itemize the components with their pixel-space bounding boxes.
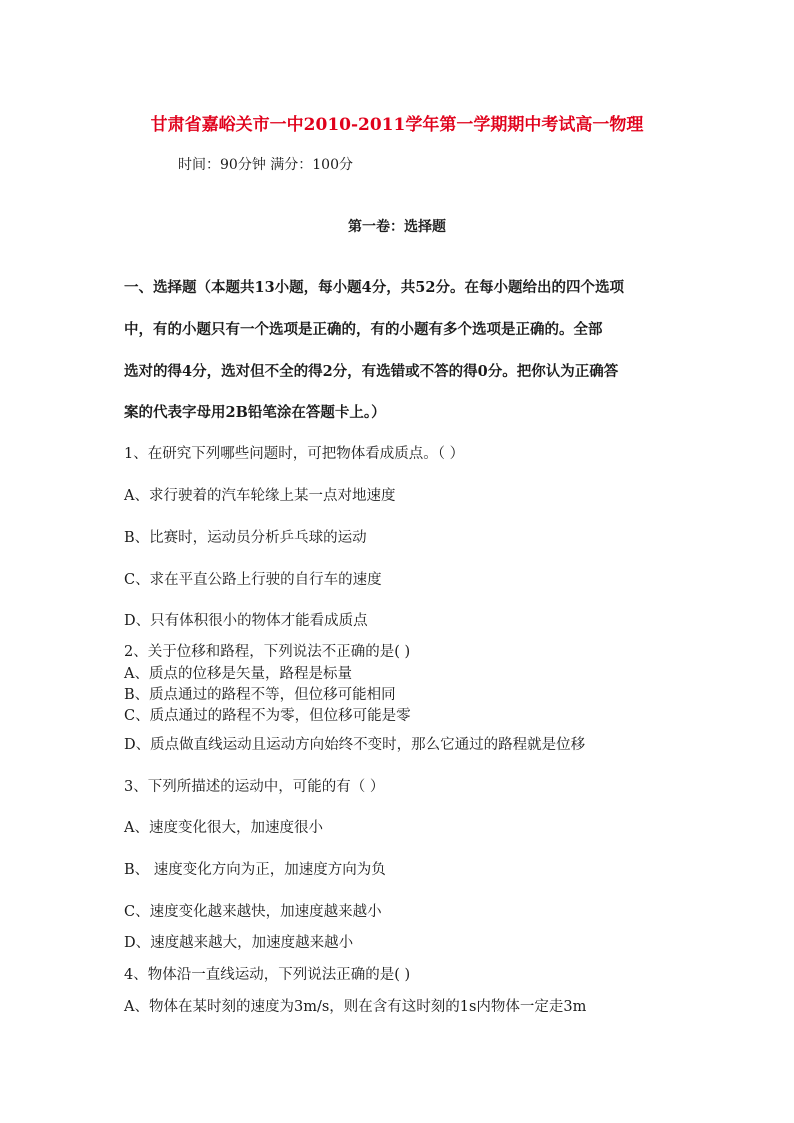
question-option: A、求行驶着的汽车轮缘上某一点对地速度 — [124, 488, 396, 504]
instruction-line: 中，有的小题只有一个选项是正确的，有的小题有多个选项是正确的。全部 — [124, 321, 603, 338]
question-option: B、比赛时，运动员分析乒乓球的运动 — [124, 530, 367, 546]
question-option: C、质点通过的路程不为零，但位移可能是零 — [124, 708, 411, 724]
exam-title: 甘肃省嘉峪关市一中2010-2011学年第一学期期中考试高一物理 — [150, 115, 644, 135]
question-stem: 2、关于位移和路程，下列说法不正确的是( ) — [124, 644, 411, 660]
question-stem: 3、下列所描述的运动中，可能的有（ ） — [124, 779, 385, 795]
question-option: B、质点通过的路程不等，但位移可能相同 — [124, 687, 396, 703]
question-option: C、速度变化越来越快，加速度越来越小 — [124, 904, 382, 920]
instruction-line: 一、选择题（本题共13小题，每小题4分，共52分。在每小题给出的四个选项 — [124, 279, 624, 296]
exam-time-info: 时间：90分钟 满分：100分 — [178, 157, 353, 173]
instruction-line: 选对的得4分，选对但不全的得2分，有选错或不答的得0分。把你认为正确答 — [124, 363, 619, 380]
instruction-line: 案的代表字母用2B铅笔涂在答题卡上。） — [124, 404, 386, 421]
question-stem: 1、在研究下列哪些问题时，可把物体看成质点。（ ） — [124, 446, 465, 462]
question-option: C、求在平直公路上行驶的自行车的速度 — [124, 572, 382, 588]
question-option: D、只有体积很小的物体才能看成质点 — [124, 613, 368, 629]
question-option: B、 速度变化方向为正，加速度方向为负 — [124, 862, 386, 878]
question-option: A、物体在某时刻的速度为3m/s，则在含有这时刻的1s内物体一定走3m — [124, 999, 587, 1015]
question-option: D、速度越来越大，加速度越来越小 — [124, 935, 354, 951]
question-stem: 4、物体沿一直线运动，下列说法正确的是( ) — [124, 967, 411, 983]
section-heading: 第一卷：选择题 — [348, 219, 446, 235]
question-option: A、质点的位移是矢量，路程是标量 — [124, 666, 352, 682]
question-option: A、速度变化很大，加速度很小 — [124, 820, 323, 836]
question-option: D、质点做直线运动且运动方向始终不变时，那么它通过的路程就是位移 — [124, 737, 586, 753]
